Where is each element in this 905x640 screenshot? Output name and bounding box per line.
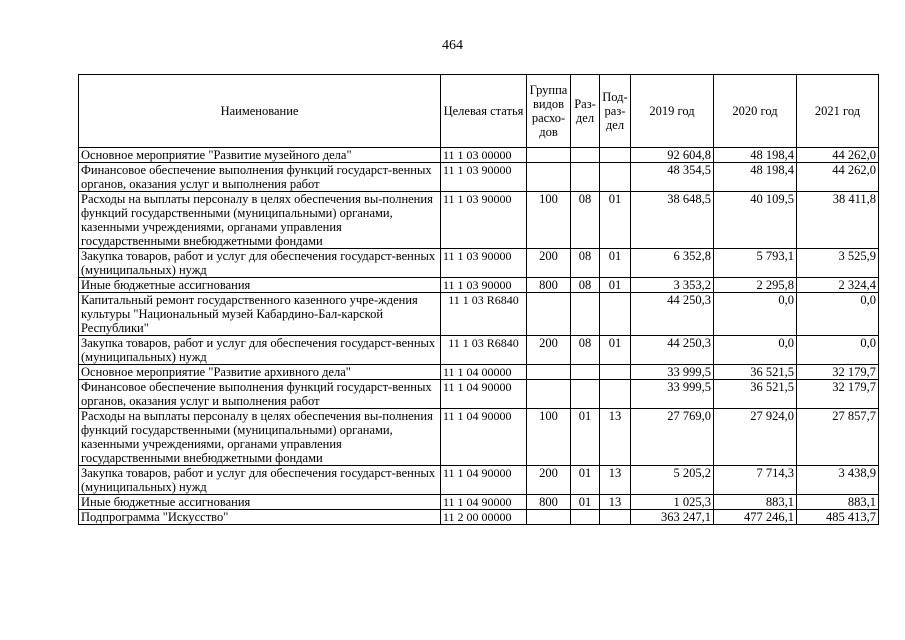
row-group: 200	[527, 466, 571, 495]
row-name: Иные бюджетные ассигнования	[79, 495, 441, 510]
row-2019: 44 250,3	[631, 336, 714, 365]
row-2019: 33 999,5	[631, 380, 714, 409]
row-group: 800	[527, 278, 571, 293]
row-target: 11 1 03 R6840	[441, 336, 527, 365]
row-subsection: 13	[600, 495, 631, 510]
table-row	[79, 163, 879, 192]
budget-table	[78, 74, 879, 525]
table-header-row	[79, 75, 879, 148]
row-2020: 0,0	[714, 336, 797, 365]
row-name: Финансовое обеспечение выполнения функций государст-венных органов, оказания услуг и выполнения работ	[79, 380, 441, 409]
row-target: 11 1 04 90000	[441, 409, 527, 466]
table-row	[79, 365, 879, 380]
row-subsection	[600, 293, 631, 336]
row-2021: 0,0	[797, 336, 879, 365]
row-subsection: 01	[600, 336, 631, 365]
row-target: 11 1 03 90000	[441, 249, 527, 278]
row-2019: 48 354,5	[631, 163, 714, 192]
row-name: Основное мероприятие "Развитие архивного дела"	[79, 365, 441, 380]
row-2021: 27 857,7	[797, 409, 879, 466]
row-2020: 2 295,8	[714, 278, 797, 293]
row-2019: 38 648,5	[631, 192, 714, 249]
header-section: Раз-дел	[571, 75, 600, 148]
table-row	[79, 510, 879, 525]
row-target: 11 1 03 90000	[441, 163, 527, 192]
row-name: Закупка товаров, работ и услуг для обеспечения государст-венных (муниципальных) нужд	[79, 336, 441, 365]
row-group: 800	[527, 495, 571, 510]
row-section: 01	[571, 495, 600, 510]
row-subsection: 01	[600, 249, 631, 278]
row-2020: 883,1	[714, 495, 797, 510]
row-section	[571, 510, 600, 525]
row-subsection: 01	[600, 192, 631, 249]
row-subsection: 13	[600, 466, 631, 495]
row-subsection: 01	[600, 278, 631, 293]
row-name: Закупка товаров, работ и услуг для обеспечения государст-венных (муниципальных) нужд	[79, 249, 441, 278]
row-target: 11 2 00 00000	[441, 510, 527, 525]
row-2019: 3 353,2	[631, 278, 714, 293]
row-group	[527, 163, 571, 192]
row-target: 11 1 03 90000	[441, 192, 527, 249]
row-name: Закупка товаров, работ и услуг для обеспечения государст-венных (муниципальных) нужд	[79, 466, 441, 495]
header-group: Группа видов расхо-дов	[527, 75, 571, 148]
row-name: Финансовое обеспечение выполнения функций государст-венных органов, оказания услуг и выполнения работ	[79, 163, 441, 192]
row-target: 11 1 04 00000	[441, 365, 527, 380]
header-subsection: Под-раз-дел	[600, 75, 631, 148]
row-2020: 48 198,4	[714, 163, 797, 192]
row-section: 01	[571, 466, 600, 495]
table-row	[79, 192, 879, 249]
header-target: Целевая статья	[441, 75, 527, 148]
row-subsection	[600, 365, 631, 380]
row-section	[571, 163, 600, 192]
table-row	[79, 409, 879, 466]
row-2021: 485 413,7	[797, 510, 879, 525]
row-2021: 0,0	[797, 293, 879, 336]
row-2021: 3 525,9	[797, 249, 879, 278]
row-2020: 48 198,4	[714, 148, 797, 163]
header-name: Наименование	[79, 75, 441, 148]
row-group	[527, 380, 571, 409]
row-subsection	[600, 163, 631, 192]
row-group	[527, 510, 571, 525]
row-2020: 27 924,0	[714, 409, 797, 466]
table-row	[79, 495, 879, 510]
row-2021: 3 438,9	[797, 466, 879, 495]
row-group: 200	[527, 336, 571, 365]
row-2021: 44 262,0	[797, 163, 879, 192]
row-2019: 363 247,1	[631, 510, 714, 525]
row-2020: 5 793,1	[714, 249, 797, 278]
row-name: Иные бюджетные ассигнования	[79, 278, 441, 293]
row-section	[571, 293, 600, 336]
row-2021: 883,1	[797, 495, 879, 510]
row-2020: 0,0	[714, 293, 797, 336]
page-number: 464	[442, 38, 463, 53]
row-target: 11 1 03 R6840	[441, 293, 527, 336]
row-group: 100	[527, 192, 571, 249]
row-subsection	[600, 380, 631, 409]
row-target: 11 1 04 90000	[441, 380, 527, 409]
row-group: 200	[527, 249, 571, 278]
row-name: Расходы на выплаты персоналу в целях обеспечения вы-полнения функций государственными (муниципальными) органами, казенными учреждениями, органами управления государственными внебюджетными фондами	[79, 192, 441, 249]
row-2021: 32 179,7	[797, 380, 879, 409]
row-2019: 44 250,3	[631, 293, 714, 336]
row-2020: 477 246,1	[714, 510, 797, 525]
row-name: Основное мероприятие "Развитие музейного дела"	[79, 148, 441, 163]
header-2021: 2021 год	[797, 75, 879, 148]
row-target: 11 1 04 90000	[441, 466, 527, 495]
row-section	[571, 380, 600, 409]
row-2019: 92 604,8	[631, 148, 714, 163]
row-2020: 40 109,5	[714, 192, 797, 249]
row-2019: 27 769,0	[631, 409, 714, 466]
header-2020: 2020 год	[714, 75, 797, 148]
row-name: Расходы на выплаты персоналу в целях обеспечения вы-полнения функций государственными (муниципальными) органами, казенными учреждениями, органами управления государственными внебюджетными фондами	[79, 409, 441, 466]
row-section: 08	[571, 192, 600, 249]
row-group	[527, 293, 571, 336]
row-section	[571, 148, 600, 163]
row-2019: 6 352,8	[631, 249, 714, 278]
row-name: Подпрограмма "Искусство"	[79, 510, 441, 525]
row-section: 08	[571, 278, 600, 293]
row-2019: 5 205,2	[631, 466, 714, 495]
table-row	[79, 293, 879, 336]
row-section: 01	[571, 409, 600, 466]
row-2021: 2 324,4	[797, 278, 879, 293]
table-row	[79, 278, 879, 293]
row-group: 100	[527, 409, 571, 466]
row-subsection	[600, 148, 631, 163]
table-row	[79, 466, 879, 495]
row-2019: 33 999,5	[631, 365, 714, 380]
table-row	[79, 148, 879, 163]
row-target: 11 1 03 90000	[441, 278, 527, 293]
row-group	[527, 148, 571, 163]
row-section: 08	[571, 249, 600, 278]
row-2020: 36 521,5	[714, 365, 797, 380]
row-group	[527, 365, 571, 380]
row-subsection	[600, 510, 631, 525]
row-2021: 44 262,0	[797, 148, 879, 163]
row-2019: 1 025,3	[631, 495, 714, 510]
row-name: Капитальный ремонт государственного казенного учре-ждения культуры "Национальный музей Кабардино-Бал-карской Республики"	[79, 293, 441, 336]
row-target: 11 1 03 00000	[441, 148, 527, 163]
table-row	[79, 336, 879, 365]
row-2020: 36 521,5	[714, 380, 797, 409]
row-2020: 7 714,3	[714, 466, 797, 495]
row-2021: 32 179,7	[797, 365, 879, 380]
row-target: 11 1 04 90000	[441, 495, 527, 510]
row-2021: 38 411,8	[797, 192, 879, 249]
table-row	[79, 249, 879, 278]
header-2019: 2019 год	[631, 75, 714, 148]
row-section	[571, 365, 600, 380]
table-row	[79, 380, 879, 409]
row-section: 08	[571, 336, 600, 365]
row-subsection: 13	[600, 409, 631, 466]
